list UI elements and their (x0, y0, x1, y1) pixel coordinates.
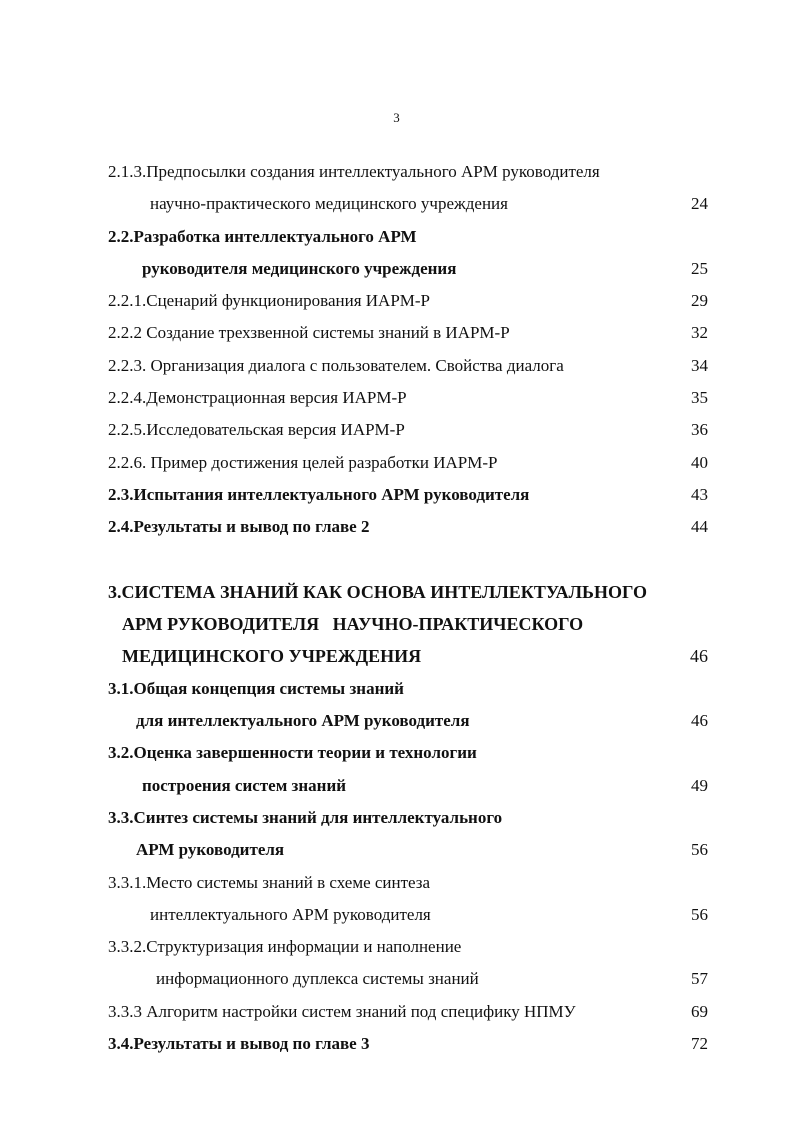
toc-entry (108, 770, 708, 802)
toc-entry-title: построения систем знаний (142, 775, 347, 795)
page-number: 3 (393, 110, 400, 125)
toc-entry-page: 72 (691, 1034, 708, 1054)
toc-entry-title: АРМ руководителя (136, 840, 285, 860)
toc-entry-title: 2.4.Результаты и вывод по главе 2 (108, 517, 370, 537)
toc-entry-title: АРМ РУКОВОДИТЕЛЯ НАУЧНО-ПРАКТИЧЕСКОГО (122, 614, 584, 635)
toc-entry-title: 3.1.Общая концепция системы знаний (108, 678, 404, 698)
toc-entry (108, 640, 708, 672)
toc-entry (108, 608, 708, 640)
toc-entry-title: 3.3.2.Структуризация информации и наполнение (108, 937, 462, 957)
toc-entry-title: научно-практического медицинского учреждения (150, 194, 508, 214)
toc-entry-title: МЕДИЦИНСКОГО УЧРЕЖДЕНИЯ (122, 646, 422, 667)
toc-entry-page: 35 (691, 388, 708, 408)
toc-entry-title: информационного дуплекса системы знаний (156, 969, 479, 989)
toc-entry-title: 2.2.6. Пример достижения целей разработки ИАРМ-Р (108, 452, 498, 472)
toc-entry (108, 447, 708, 479)
toc-entry-page: 36 (691, 420, 708, 440)
toc-entry-page: 34 (691, 355, 708, 375)
toc-entry-page: 32 (691, 323, 708, 343)
toc-entry (108, 285, 708, 317)
toc-entry (108, 479, 708, 511)
table-of-contents (108, 156, 708, 1060)
toc-entry-page: 46 (691, 711, 708, 731)
toc-entry (108, 253, 708, 285)
toc-entry-page: 49 (691, 775, 708, 795)
toc-entry (108, 414, 708, 446)
toc-entry (108, 705, 708, 737)
toc-entry-title: 2.2.3. Организация диалога с пользователем. Свойства диалога (108, 355, 564, 375)
toc-entry (108, 511, 708, 543)
toc-entry-page: 43 (691, 484, 708, 504)
toc-entry (108, 834, 708, 866)
toc-spacer (108, 544, 708, 576)
toc-entry-page: 69 (691, 1001, 708, 1021)
toc-entry (108, 221, 708, 253)
toc-entry-title: 2.2.Разработка интеллектуального АРМ (108, 226, 417, 246)
toc-entry-page: 46 (690, 646, 708, 667)
toc-entry-title: 3.СИСТЕМА ЗНАНИЙ КАК ОСНОВА ИНТЕЛЛЕКТУАЛЬНОГО (108, 581, 647, 602)
toc-entry-title: 2.2.4.Демонстрационная версия ИАРМ-Р (108, 388, 407, 408)
toc-entry (108, 963, 708, 995)
toc-entry-title: интеллектуального АРМ руководителя (150, 904, 431, 924)
toc-entry-title: 3.3.3 Алгоритм настройки систем знаний под специфику НПМУ (108, 1001, 576, 1021)
toc-entry (108, 1028, 708, 1060)
toc-entry-page: 40 (691, 452, 708, 472)
toc-entry (108, 931, 708, 963)
toc-entry (108, 382, 708, 414)
toc-entry (108, 673, 708, 705)
toc-entry (108, 576, 708, 608)
toc-entry (108, 156, 708, 188)
toc-entry (108, 737, 708, 769)
toc-entry-title: 3.3.Синтез системы знаний для интеллектуального (108, 807, 503, 827)
toc-entry (108, 899, 708, 931)
toc-entry-title: 2.1.3.Предпосылки создания интеллектуального АРМ руководителя (108, 162, 600, 181)
toc-entry-page: 56 (691, 840, 708, 860)
toc-entry-title: руководителя медицинского учреждения (142, 258, 457, 278)
toc-entry (108, 350, 708, 382)
toc-entry-title: 3.3.1.Место системы знаний в схеме синтеза (108, 872, 431, 892)
toc-entry-page: 29 (691, 291, 708, 311)
toc-entry (108, 802, 708, 834)
toc-entry-page: 56 (691, 904, 708, 924)
toc-entry (108, 317, 708, 349)
toc-entry-page: 57 (691, 969, 708, 989)
toc-entry-title: 3.4.Результаты и вывод по главе 3 (108, 1034, 370, 1054)
toc-entry-title: 2.2.5.Исследовательская версия ИАРМ-Р (108, 420, 405, 440)
toc-entry-page: 24 (691, 194, 708, 214)
toc-entry-title: 3.2.Оценка завершенности теории и технологии (108, 743, 477, 763)
toc-entry-title: 2.2.1.Сценарий функционирования ИАРМ-Р (108, 291, 431, 311)
toc-entry-page: 44 (691, 517, 708, 537)
toc-entry-title: 2.3.Испытания интеллектуального АРМ руководителя (108, 484, 530, 504)
toc-entry-page: 25 (691, 258, 708, 278)
toc-entry (108, 867, 708, 899)
toc-entry-title: для интеллектуального АРМ руководителя (136, 711, 470, 731)
toc-entry (108, 996, 708, 1028)
toc-entry-title: 2.2.2 Создание трехзвенной системы знаний в ИАРМ-Р (108, 323, 510, 343)
toc-entry (108, 188, 708, 220)
